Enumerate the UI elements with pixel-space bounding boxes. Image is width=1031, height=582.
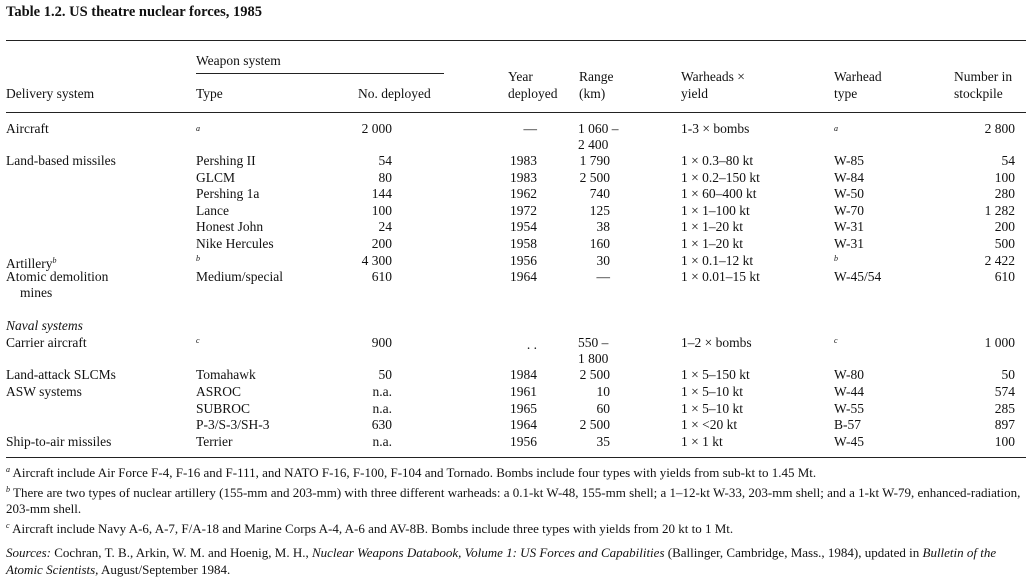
deployed-cell: 630 <box>371 417 392 432</box>
footnote-c: $^c$ Aircraft include Navy A-6, A-7, F/A-18 and Marine Corps A-4, A-6 and AV-8B. Bombs include three types with yields from 20 kt to 1 Mt. <box>6 520 734 536</box>
footnote-a: $^a$ Aircraft include Air Force F-4, F-16 and F-111, and NATO F-16, F-100, F-104 and Tornado. Bombs include four types with yields from sub-kt to 1.45 Mt. <box>6 465 817 480</box>
year-cell: 1983 <box>510 153 537 168</box>
header-warhead-type-1: Warhead <box>834 69 882 84</box>
year-cell: — <box>523 121 537 136</box>
year-cell: 1964 <box>510 417 537 432</box>
warheads-cell: 1 × 0.01–15 kt <box>681 269 760 284</box>
type-cell: GLCM <box>196 170 236 185</box>
delivery-system-cell: Ship-to-air missiles <box>6 434 112 449</box>
warhead-type-cell: W-44 <box>834 384 864 399</box>
range-cell: 125 <box>589 203 610 218</box>
warhead-type-cell: c <box>834 336 838 345</box>
type-cell: Pershing 1a <box>196 186 260 201</box>
year-cell: 1956 <box>510 253 537 268</box>
delivery-system-cell: Aircraft <box>6 121 49 136</box>
sources-note: Sources: Cochran, T. B., Arkin, W. M. and Hoenig, M. H., Nuclear Weapons Databook, Volume 1: US Forces and Capabilities (Ballinger, Cambridge, Mass., 1984), updated in Bulletin of the Atomic Scientists, August/September 1984. <box>6 545 997 577</box>
header-range-1: Range <box>579 69 614 84</box>
warhead-type-cell: W-70 <box>834 203 864 218</box>
warheads-cell: 1 × 1 kt <box>681 434 723 449</box>
year-cell: 1983 <box>510 170 537 185</box>
warhead-type-cell: W-55 <box>834 401 864 416</box>
warheads-cell: 1 × 1–100 kt <box>681 203 750 218</box>
delivery-system-cell: Atomic demolition <box>6 269 109 284</box>
warhead-type-cell: B-57 <box>834 417 861 432</box>
range-cell: 1 060 – <box>578 121 619 136</box>
warhead-type-cell: W-85 <box>834 153 864 168</box>
warhead-type-cell: W-31 <box>834 236 864 251</box>
range-cell-cont: 1 800 <box>578 351 609 366</box>
delivery-system-cell: Land-attack SLCMs <box>6 367 116 382</box>
stockpile-cell: 2 422 <box>984 253 1015 268</box>
stockpile-cell: 2 800 <box>984 121 1015 136</box>
stockpile-cell: 1 282 <box>984 203 1015 218</box>
warhead-type-cell: b <box>834 254 838 263</box>
delivery-system-cell-cont: mines <box>20 285 53 300</box>
type-cell: SUBROC <box>196 401 251 416</box>
delivery-system-cell: Carrier aircraft <box>6 335 87 350</box>
warhead-type-cell: W-45/54 <box>834 269 882 284</box>
warheads-cell: 1 × 5–10 kt <box>681 401 743 416</box>
deployed-cell: 80 <box>378 170 392 185</box>
warheads-cell: 1 × 1–20 kt <box>681 236 743 251</box>
delivery-system-cell: Land-based missiles <box>6 153 116 168</box>
warheads-cell: 1 × 0.3–80 kt <box>681 153 754 168</box>
bottom-rule <box>6 457 1026 458</box>
warheads-cell: 1 × 60–400 kt <box>681 186 757 201</box>
year-cell: 1958 <box>510 236 537 251</box>
range-cell: 10 <box>596 384 610 399</box>
deployed-cell: n.a. <box>372 401 392 416</box>
type-cell: a <box>196 124 200 133</box>
year-cell: 1962 <box>510 186 537 201</box>
header-range-2: (km) <box>579 86 606 101</box>
year-cell: 1972 <box>510 203 537 218</box>
type-cell: P-3/S-3/SH-3 <box>196 417 270 432</box>
header-year-1: Year <box>508 69 533 84</box>
year-cell: 1956 <box>510 434 537 449</box>
range-cell: 2 500 <box>579 367 610 382</box>
year-cell: 1964 <box>510 269 537 284</box>
type-cell: Nike Hercules <box>196 236 274 251</box>
deployed-cell: 2 000 <box>361 121 392 136</box>
warheads-cell: 1 × 5–150 kt <box>681 367 750 382</box>
header-warheads-2: yield <box>681 86 708 101</box>
range-cell: 1 790 <box>579 153 610 168</box>
type-cell: Pershing II <box>196 153 256 168</box>
type-cell: Tomahawk <box>196 367 256 382</box>
range-cell-cont: 2 400 <box>578 137 609 152</box>
header-delivery-system: Delivery system <box>6 86 95 101</box>
header-type: Type <box>196 86 223 101</box>
warhead-type-cell: W-31 <box>834 219 864 234</box>
year-cell: 1965 <box>510 401 537 416</box>
deployed-cell: n.a. <box>372 384 392 399</box>
year-cell: 1984 <box>510 367 537 382</box>
year-cell: 1961 <box>510 384 537 399</box>
deployed-cell: 200 <box>371 236 392 251</box>
stockpile-cell: 200 <box>994 219 1015 234</box>
warheads-cell: 1-3 × bombs <box>681 121 750 136</box>
table-notes <box>6 462 1024 578</box>
header-no-deployed: No. deployed <box>358 86 431 101</box>
stockpile-cell: 50 <box>1001 367 1015 382</box>
top-rule <box>6 40 1026 41</box>
stockpile-cell: 500 <box>994 236 1015 251</box>
delivery-system-cell: ASW systems <box>6 384 82 399</box>
stockpile-cell: 285 <box>994 401 1015 416</box>
warhead-type-cell: W-45 <box>834 434 864 449</box>
deployed-cell: n.a. <box>372 434 392 449</box>
year-cell: . . <box>526 337 537 352</box>
type-cell: Medium/special <box>196 269 283 284</box>
range-cell: 2 500 <box>579 170 610 185</box>
range-cell: 160 <box>589 236 610 251</box>
warheads-cell: 1 × <20 kt <box>681 417 738 432</box>
range-cell: 38 <box>596 219 610 234</box>
deployed-cell: 4 300 <box>361 253 392 268</box>
type-cell: ASROC <box>196 384 242 399</box>
deployed-cell: 144 <box>371 186 392 201</box>
stockpile-cell: 100 <box>994 434 1015 449</box>
deployed-cell: 54 <box>378 153 392 168</box>
warhead-type-cell: W-84 <box>834 170 864 185</box>
type-cell: Lance <box>196 203 229 218</box>
range-cell: 2 500 <box>579 417 610 432</box>
deployed-cell: 610 <box>371 269 392 284</box>
deployed-cell: 50 <box>378 367 392 382</box>
deployed-cell: 900 <box>371 335 392 350</box>
range-cell: 550 – <box>578 335 609 350</box>
warheads-cell: 1 × 1–20 kt <box>681 219 743 234</box>
footnote-b: $^b$ There are two types of nuclear artillery (155-mm and 203-mm) with three different warheads: a 0.1-kt W-48, 155-mm shell; a 1–12-kt W-33, 203-mm shell; and a 1-kt W-79, enhanced-radiation, 203-mm shell. <box>6 484 1021 516</box>
header-weapon-system: Weapon system <box>196 53 281 68</box>
warheads-cell: 1 × 0.2–150 kt <box>681 170 760 185</box>
range-cell: 60 <box>596 401 610 416</box>
warheads-cell: 1 × 5–10 kt <box>681 384 743 399</box>
type-cell: Honest John <box>196 219 264 234</box>
warheads-cell: 1–2 × bombs <box>681 335 752 350</box>
stockpile-cell: 610 <box>994 269 1015 284</box>
weapon-system-rule <box>196 73 444 74</box>
deployed-cell: 24 <box>378 219 392 234</box>
section-heading-naval: Naval systems <box>6 318 83 333</box>
header-stockpile-2: stockpile <box>954 86 1003 101</box>
warhead-type-cell: a <box>834 124 838 133</box>
header-year-2: deployed <box>508 86 558 101</box>
header-rule <box>6 112 1026 113</box>
year-cell: 1954 <box>510 219 537 234</box>
stockpile-cell: 280 <box>994 186 1015 201</box>
warhead-type-cell: W-50 <box>834 186 864 201</box>
type-cell: Terrier <box>196 434 233 449</box>
warhead-type-cell: W-80 <box>834 367 864 382</box>
delivery-system-cell: Artillery$^b$ <box>6 256 57 271</box>
type-cell: c <box>196 336 200 345</box>
header-warheads-1: Warheads × <box>681 69 745 84</box>
range-cell: — <box>596 269 610 284</box>
stockpile-cell: 574 <box>994 384 1015 399</box>
header-stockpile-1: Number in <box>954 69 1013 84</box>
stockpile-cell: 897 <box>994 417 1015 432</box>
range-cell: 30 <box>596 253 610 268</box>
deployed-cell: 100 <box>371 203 392 218</box>
type-cell: b <box>196 254 200 263</box>
stockpile-cell: 1 000 <box>984 335 1015 350</box>
warheads-cell: 1 × 0.1–12 kt <box>681 253 754 268</box>
stockpile-cell: 100 <box>994 170 1015 185</box>
table-title: Table 1.2. US theatre nuclear forces, 1985 <box>6 4 263 20</box>
header-warhead-type-2: type <box>834 86 858 101</box>
range-cell: 35 <box>596 434 610 449</box>
range-cell: 740 <box>589 186 610 201</box>
stockpile-cell: 54 <box>1001 153 1015 168</box>
